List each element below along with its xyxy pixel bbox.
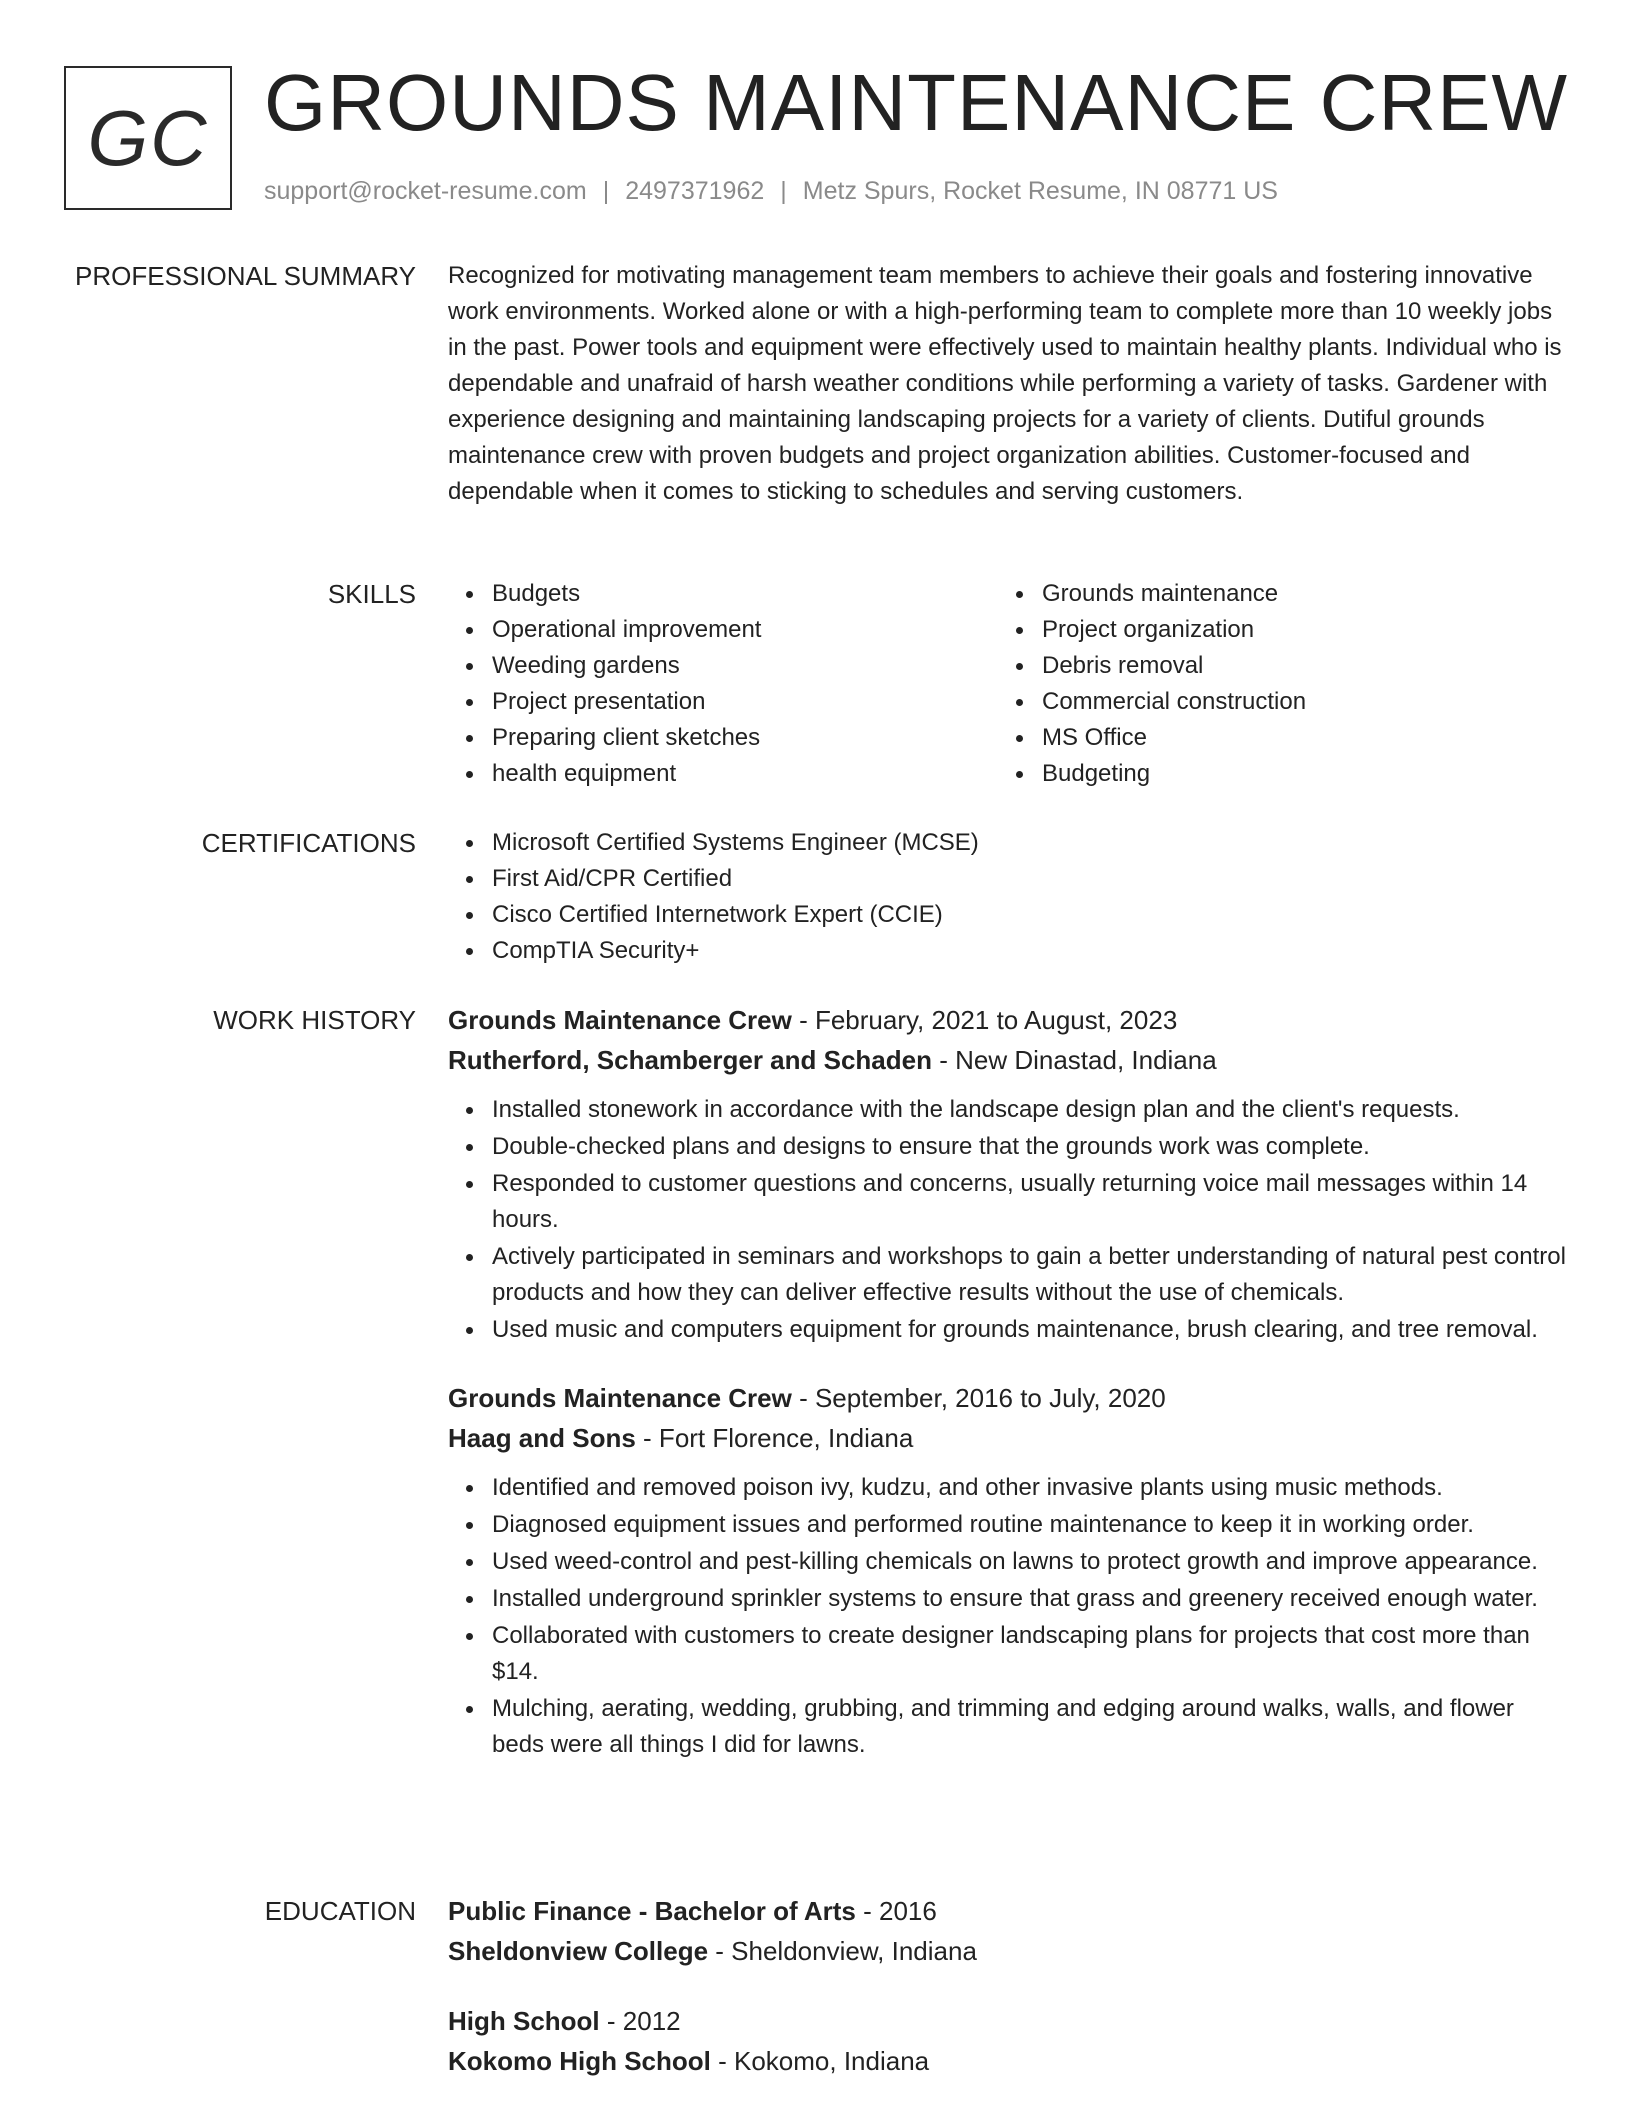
skill-item: Commercial construction <box>998 684 1548 720</box>
job-bullet: Installed underground sprinkler systems to ensure that grass and greenery received enough water. <box>448 1581 1572 1617</box>
job-company: Rutherford, Schamberger and Schaden <box>448 1045 932 1075</box>
contact-email: support@rocket-resume.com <box>264 177 587 205</box>
summary-text: Recognized for motivating management team members to achieve their goals and fostering innovative work environments. Worked alone or with a high-performing team to complete more than 10 weekly jobs in the past. Power tools and equipment were effectively used to maintain healthy plants. Individual who is dependable and unafraid of harsh weather conditions while performing a variety of tasks. Gardener with experience designing and maintaining landscaping projects for a variety of clients. Dutiful grounds maintenance crew with proven budgets and project organization abilities. Customer-focused and dependable when it comes to sticking to schedules and serving customers. <box>448 262 1562 505</box>
job-title: Grounds Maintenance Crew <box>448 1005 792 1035</box>
contact-phone: 2497371962 <box>625 177 765 205</box>
section-label-work-history: WORK HISTORY <box>213 1005 416 1035</box>
education-location: - Kokomo, Indiana <box>710 2046 930 2076</box>
education-degree: Public Finance - Bachelor of Arts <box>448 1896 856 1926</box>
job-location: - Fort Florence, Indiana <box>635 1423 914 1453</box>
skill-item: Budgets <box>448 576 998 612</box>
skill-item: MS Office <box>998 720 1548 756</box>
education-school-line <box>448 1931 1572 1971</box>
job-location: - New Dinastad, Indiana <box>931 1045 1217 1075</box>
skill-item: health equipment <box>448 756 998 792</box>
certifications-list <box>448 825 1572 969</box>
certification-item: Microsoft Certified Systems Engineer (MCSE) <box>448 825 1572 861</box>
job-bullet-list <box>448 1470 1572 1763</box>
certification-item: First Aid/CPR Certified <box>448 861 1572 897</box>
education-year: - 2012 <box>599 2006 681 2036</box>
job-bullet: Diagnosed equipment issues and performed routine maintenance to keep it in working order. <box>448 1507 1572 1543</box>
work-history-body <box>448 1000 1572 1763</box>
skill-item: Debris removal <box>998 648 1548 684</box>
skill-item: Project organization <box>998 612 1548 648</box>
certification-item: CompTIA Security+ <box>448 933 1572 969</box>
job-bullet: Collaborated with customers to create designer landscaping plans for projects that cost more than $14. <box>448 1618 1572 1690</box>
monogram-initials: GC <box>87 93 209 182</box>
section-label-education: EDUCATION <box>264 1896 416 1926</box>
certifications-body <box>448 825 1572 969</box>
skill-item: Weeding gardens <box>448 648 998 684</box>
job-bullet: Responded to customer questions and concerns, usually returning voice mail messages within 14 hours. <box>448 1166 1572 1238</box>
skills-list-right <box>998 576 1548 792</box>
section-label-skills: SKILLS <box>327 579 416 609</box>
job-title-line <box>448 1000 1572 1040</box>
job-dates: - February, 2021 to August, 2023 <box>791 1005 1178 1035</box>
job-company: Haag and Sons <box>448 1423 636 1453</box>
education-degree-line <box>448 2001 1572 2041</box>
job-bullet-list <box>448 1092 1572 1348</box>
monogram-logo <box>64 66 232 210</box>
job-bullet: Used weed-control and pest-killing chemicals on lawns to protect growth and improve appearance. <box>448 1544 1572 1580</box>
job-entry <box>448 1000 1572 1348</box>
education-entry <box>448 2001 1572 2081</box>
job-dates: - September, 2016 to July, 2020 <box>791 1383 1166 1413</box>
job-entry <box>448 1378 1572 1763</box>
skill-item: Operational improvement <box>448 612 998 648</box>
education-year: - 2016 <box>855 1896 937 1926</box>
job-bullet: Mulching, aerating, wedding, grubbing, and trimming and edging around walks, walls, and flower beds were all things I did for lawns. <box>448 1691 1572 1763</box>
education-degree-line <box>448 1891 1572 1931</box>
education-degree: High School <box>448 2006 600 2036</box>
education-school: Kokomo High School <box>448 2046 711 2076</box>
skill-item: Budgeting <box>998 756 1548 792</box>
job-bullet: Identified and removed poison ivy, kudzu, and other invasive plants using music methods. <box>448 1470 1572 1506</box>
skill-item: Project presentation <box>448 684 998 720</box>
section-label-summary: PROFESSIONAL SUMMARY <box>75 261 416 291</box>
contact-separator: | <box>780 177 787 205</box>
education-school-line <box>448 2041 1572 2081</box>
page-title: GROUNDS MAINTENANCE CREW <box>264 58 1569 147</box>
skill-item: Preparing client sketches <box>448 720 998 756</box>
education-entry <box>448 1891 1572 1971</box>
contact-separator: | <box>602 177 610 205</box>
job-company-line <box>448 1040 1572 1080</box>
education-body <box>448 1891 1572 2081</box>
skills-list-left <box>448 576 998 792</box>
education-school: Sheldonview College <box>448 1936 709 1966</box>
job-bullet: Actively participated in seminars and workshops to gain a better understanding of natural pest control products and how they can deliver effective results without the use of chemicals. <box>448 1239 1572 1311</box>
job-bullet: Installed stonework in accordance with the landscape design plan and the client's requests. <box>448 1092 1572 1128</box>
education-location: - Sheldonview, Indiana <box>708 1936 977 1966</box>
certification-item: Cisco Certified Internetwork Expert (CCIE) <box>448 897 1572 933</box>
contact-address: Metz Spurs, Rocket Resume, IN 08771 US <box>802 177 1278 205</box>
job-title-line <box>448 1378 1572 1418</box>
job-bullet: Double-checked plans and designs to ensure that the grounds work was complete. <box>448 1129 1572 1165</box>
skill-item: Grounds maintenance <box>998 576 1548 612</box>
skills-columns <box>448 576 1572 792</box>
job-bullet: Used music and computers equipment for grounds maintenance, brush clearing, and tree removal. <box>448 1312 1572 1348</box>
section-label-certifications: CERTIFICATIONS <box>201 828 416 858</box>
contact-line <box>264 174 1278 208</box>
job-title: Grounds Maintenance Crew <box>448 1383 792 1413</box>
job-company-line <box>448 1418 1572 1458</box>
